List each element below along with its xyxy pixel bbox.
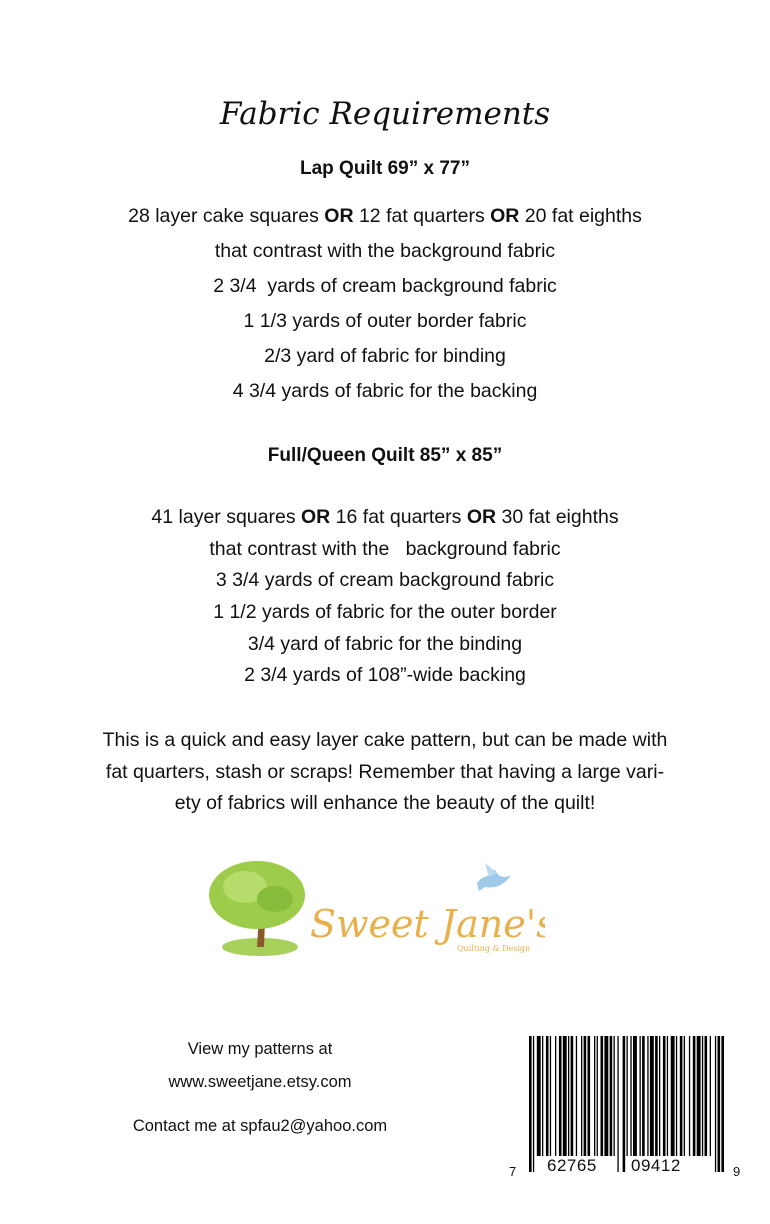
barcode-bar <box>597 1036 598 1156</box>
logo-name: Sweet Jane's <box>310 902 545 946</box>
website-link[interactable]: www.sweetjane.etsy.com <box>168 1073 352 1091</box>
barcode-bar <box>546 1036 549 1156</box>
barcode-check-digit: 9 <box>733 1164 741 1179</box>
full-line-6: 2 3/4 yards of 108”-wide backing <box>244 664 526 687</box>
barcode-bar <box>576 1036 577 1156</box>
barcode-bar <box>693 1036 696 1156</box>
barcode-bar <box>542 1036 543 1156</box>
barcode-bar <box>663 1036 666 1156</box>
bird-icon <box>477 863 511 891</box>
barcode-bar <box>627 1036 628 1156</box>
barcode-bar <box>559 1036 562 1156</box>
barcode-bar <box>571 1036 574 1156</box>
barcode-bar <box>623 1036 626 1172</box>
lap-or-2: OR <box>490 205 520 227</box>
barcode-bar <box>588 1036 591 1156</box>
barcode-bar <box>715 1036 716 1172</box>
barcode-group-2: 09412 <box>631 1156 681 1175</box>
barcode-bar <box>684 1036 685 1156</box>
barcode-bar <box>718 1036 721 1172</box>
lap-line-3: 2 3/4 yards of cream background fabric <box>213 275 557 297</box>
page-title: Fabric Requirements <box>219 96 551 132</box>
full-or-1: OR <box>301 506 331 528</box>
barcode-bar <box>604 1036 608 1156</box>
barcode-lead-digit: 7 <box>509 1164 517 1179</box>
barcode-bar <box>689 1036 690 1156</box>
barcode-bar <box>555 1036 556 1156</box>
full-line-1-c: 30 fat eighths <box>496 506 619 528</box>
logo-tagline: Quilting & Design <box>457 944 531 953</box>
barcode-bar <box>702 1036 703 1156</box>
view-patterns-label: View my patterns at <box>187 1040 333 1058</box>
barcode-bar <box>581 1036 582 1156</box>
barcode-bar <box>601 1036 604 1156</box>
barcode-bar <box>610 1036 613 1156</box>
barcode-bar <box>568 1036 569 1156</box>
barcode-bar <box>642 1036 645 1156</box>
description-paragraph <box>0 725 770 820</box>
full-line-2: that contrast with the background fabric <box>209 537 561 560</box>
lap-requirements <box>0 199 770 409</box>
lap-line-4: 1 1/3 yards of outer border fabric <box>243 310 527 332</box>
barcode-bar <box>550 1036 551 1156</box>
full-queen-quilt-heading: Full/Queen Quilt 85” x 85” <box>267 445 503 466</box>
lap-line-6: 4 3/4 yards of fabric for the backing <box>232 380 538 402</box>
barcode <box>505 1036 745 1179</box>
barcode-bar <box>533 1036 534 1172</box>
barcode-bar <box>676 1036 677 1156</box>
description-line-1: This is a quick and easy layer cake pattern, but can be made with <box>102 729 668 751</box>
barcode-bar <box>617 1036 618 1172</box>
lap-quilt-heading: Lap Quilt 69” x 77” <box>300 158 470 179</box>
lap-line-1-a: 28 layer cake squares <box>128 205 325 227</box>
barcode-bar <box>563 1036 567 1156</box>
lap-line-1-b: 12 fat quarters <box>353 205 491 227</box>
sweet-janes-logo <box>205 855 545 965</box>
description-line-2: fat quarters, stash or scraps! Remember that having a large vari- <box>105 760 665 783</box>
contact-email: Contact me at spfau2@yahoo.com <box>132 1117 388 1135</box>
lap-or-1: OR <box>324 205 354 227</box>
barcode-bars <box>505 1036 745 1176</box>
barcode-group-1: 62765 <box>547 1156 597 1175</box>
barcode-bar <box>650 1036 654 1156</box>
lap-line-1-c: 20 fat eighths <box>519 205 642 227</box>
barcode-bar <box>647 1036 648 1156</box>
full-line-1-a: 41 layer squares <box>151 506 301 528</box>
barcode-bar <box>667 1036 668 1156</box>
description-line-3: ety of fabrics will enhance the beauty of the quilt! <box>174 792 596 814</box>
lap-line-2: that contrast with the background fabric <box>214 240 556 262</box>
full-line-4: 1 1/2 yards of fabric for the outer border <box>213 601 557 624</box>
full-line-5: 3/4 yard of fabric for the binding <box>247 632 523 655</box>
barcode-bar <box>614 1036 615 1156</box>
full-line-1 <box>0 502 770 534</box>
barcode-bar <box>697 1036 701 1156</box>
tree-icon <box>209 861 305 956</box>
barcode-bar <box>721 1036 724 1172</box>
barcode-bar <box>633 1036 637 1156</box>
barcode-bar <box>659 1036 660 1156</box>
lap-line-1 <box>0 199 770 234</box>
barcode-bar <box>584 1036 587 1156</box>
barcode-bar <box>594 1036 595 1156</box>
lap-line-5: 2/3 yard of fabric for binding <box>264 345 506 367</box>
barcode-bar <box>630 1036 631 1156</box>
barcode-bar <box>529 1036 532 1172</box>
full-line-1-b: 16 fat quarters <box>330 506 467 528</box>
barcode-bar <box>680 1036 683 1156</box>
barcode-bar <box>537 1036 541 1156</box>
barcode-bar <box>671 1036 675 1156</box>
full-queen-requirements <box>0 502 770 692</box>
barcode-bar <box>710 1036 711 1156</box>
barcode-bar <box>655 1036 658 1156</box>
logo-graphic <box>205 855 545 965</box>
full-or-2: OR <box>466 506 497 528</box>
barcode-bar <box>640 1036 641 1156</box>
barcode-bar <box>705 1036 708 1156</box>
full-line-3: 3 3/4 yards of cream background fabric <box>215 569 555 592</box>
